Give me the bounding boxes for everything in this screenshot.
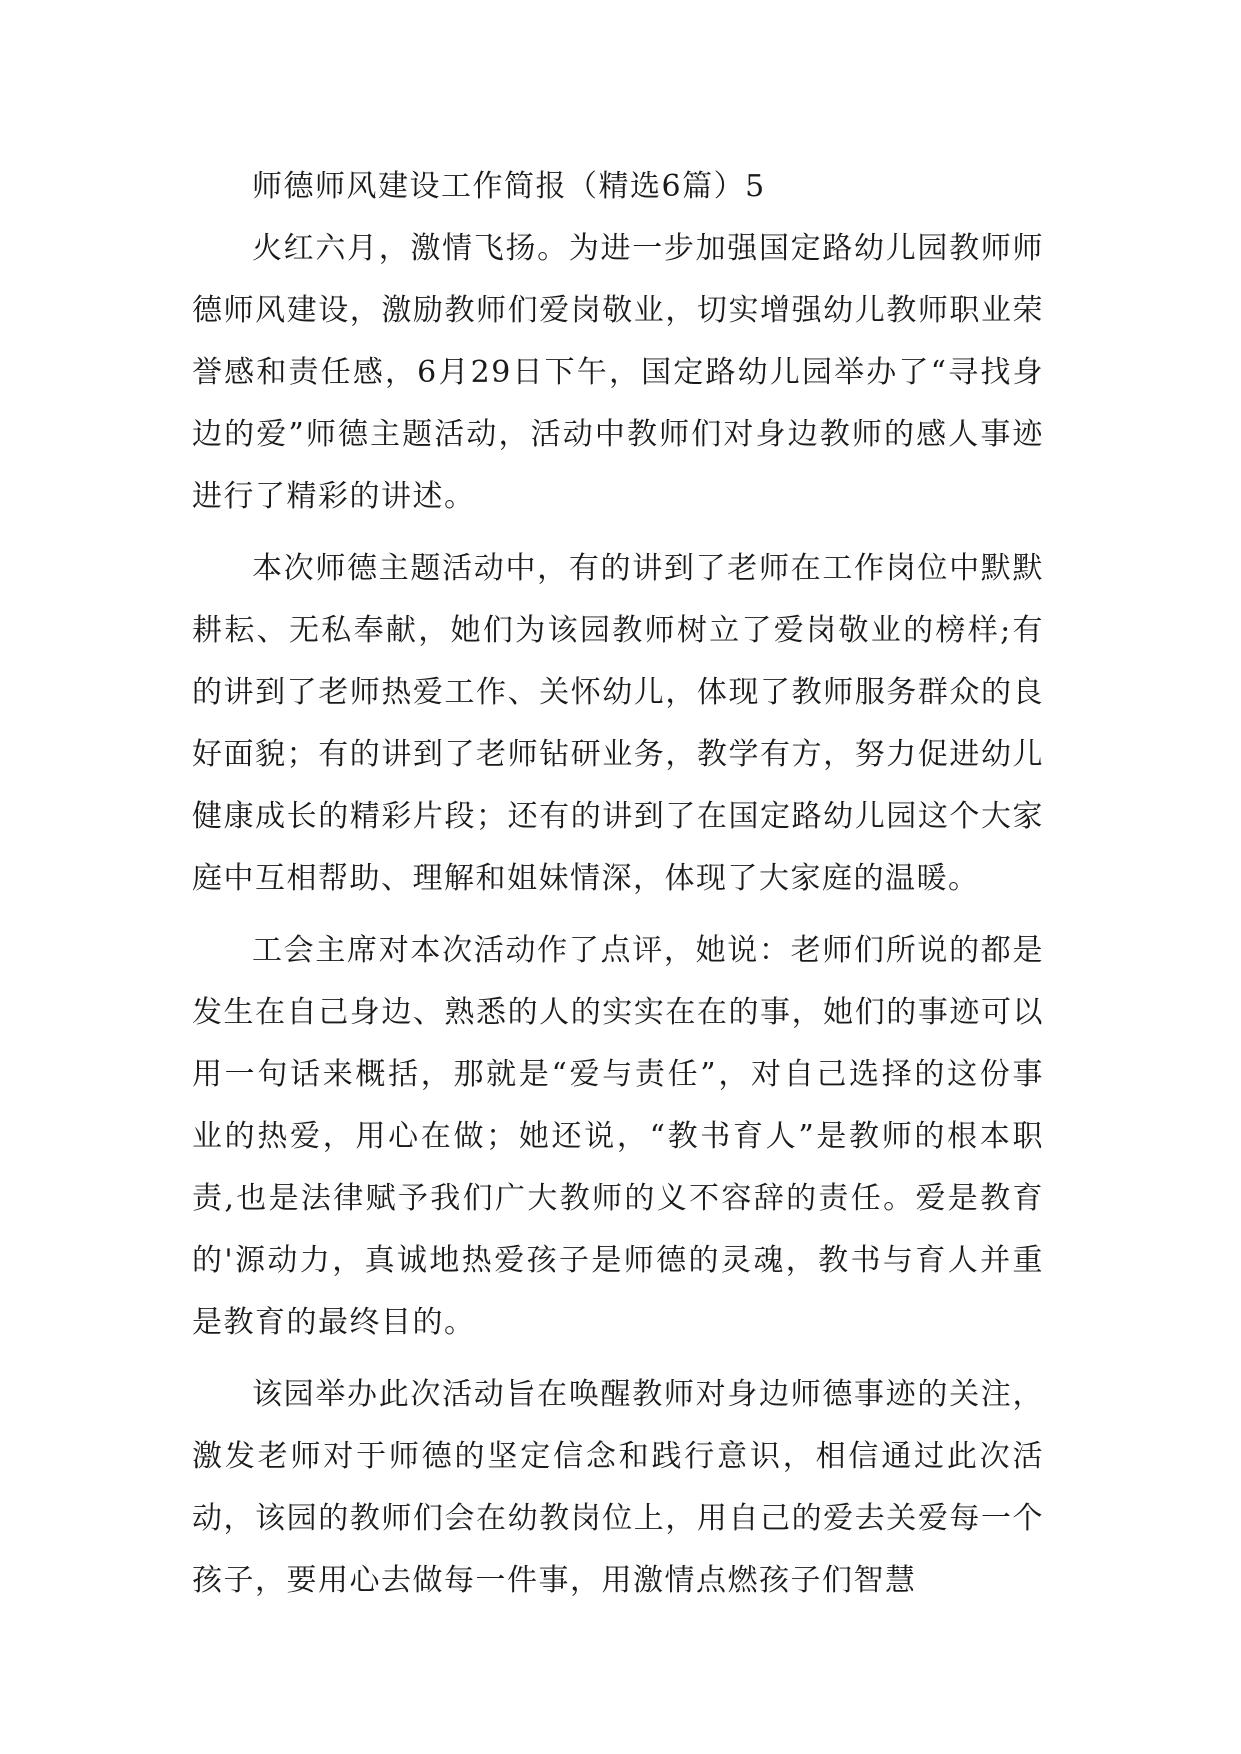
paragraph-3: 工会主席对本次活动作了点评，她说：老师们所说的都是发生在自己身边、熟悉的人的实实在在的事，她们的事迹可以用一句话来概括，那就是“爱与责任”，对自己选择的这份事业的热爱，用心在做；她还说，“教书育人”是教师的根本职责,也是法律赋予我们广大教师的义不容辞的责任。爱是教育的'源动力，真诚地热爱孩子是师德的灵魂，教书与育人并重是教育的最终目的。 bbox=[192, 933, 1044, 1340]
document-body bbox=[192, 156, 1044, 1622]
paragraph-4: 该园举办此次活动旨在唤醒教师对身边师德事迹的关注，激发老师对于师德的坚定信念和践行意识，相信通过此次活动，该园的教师们会在幼教岗位上，用自己的爱去关爱每一个孩子，要用心去做每一件事，用激情点燃孩子们智慧 bbox=[192, 1377, 1044, 1598]
paragraph-2: 本次师德主题活动中，有的讲到了老师在工作岗位中默默耕耘、无私奉献，她们为该园教师树立了爱岗敬业的榜样;有的讲到了老师热爱工作、关怀幼儿，体现了教师服务群众的良好面貌；有的讲到了老师钻研业务，教学有方，努力促进幼儿健康成长的精彩片段；还有的讲到了在国定路幼儿园这个大家庭中互相帮助、理解和姐妹情深，体现了大家庭的温暖。 bbox=[192, 551, 1044, 896]
document-title: 师德师风建设工作简报（精选6篇）5 bbox=[252, 169, 766, 204]
paragraph-1: 火红六月，激情飞扬。为进一步加强国定路幼儿园教师师德师风建设，激励教师们爱岗敬业，切实增强幼儿教师职业荣誉感和责任感，6月29日下午，国定路幼儿园举办了“寻找身边的爱”师德主题活动，活动中教师们对身边教师的感人事迹进行了精彩的讲述。 bbox=[192, 231, 1044, 514]
